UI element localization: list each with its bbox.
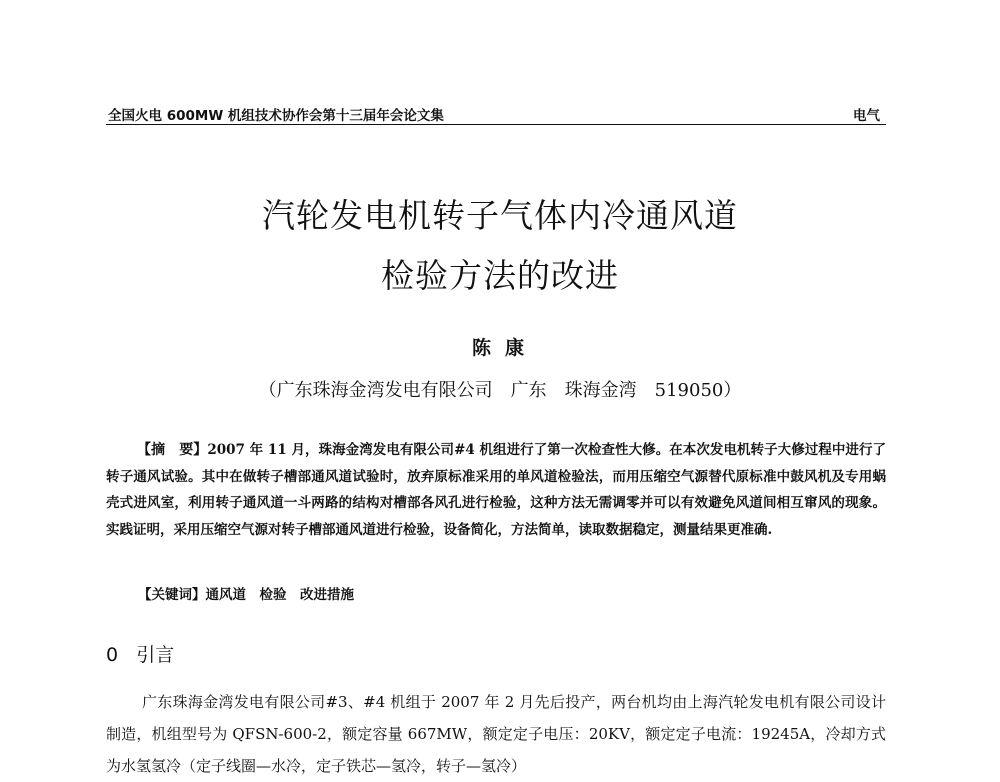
section-title: 引言 (136, 644, 175, 666)
paper-title-line-2: 检验方法的改进 (381, 256, 619, 295)
author-name: 陈康 (471, 337, 538, 359)
keywords-text: 通风道 检验 改进措施 (205, 587, 354, 603)
section-heading-introduction (106, 640, 174, 667)
keywords-label: 【关键词】 (138, 587, 206, 603)
abstract-text: 2007 年 11 月，珠海金湾发电有限公司#4 机组进行了第一次检查性大修。在本次发电机转子大修过程中进行了转子通风试验。其中在做转子槽部通风道试验时，放弃原标准采用的单风道检验法，而用压缩空气源替代原标准中鼓风机及专用蜗壳式进风室，利用转子通风道一斗两路的结构对槽部各风孔进行检验，这种方法无需调零并可以有效避免风道间相互窜风的现象。实践证明，采用压缩空气源对转子槽部通风道进行检验，设备简化，方法简单，读取数据稳定，测量结果更准确. (106, 442, 887, 538)
introduction-paragraph: 广东珠海金湾发电有限公司#3、#4 机组于 2007 年 2 月先后投产，两台机均由上海汽轮发电机有限公司设计制造，机组型号为 QFSN-600-2，额定容量 667MW，额定定子电压：20KV，额定定子电流：19245A，冷却方式为水氢氢冷（定子线圈—水冷，定子铁芯—氢冷，转子—氢冷） (106, 693, 886, 775)
header-section-label: 电气 (853, 108, 880, 124)
abstract-label: 【摘 要】 (137, 442, 208, 458)
keywords (138, 583, 354, 603)
author-affiliation: （广东珠海金湾发电有限公司 广东 珠海金湾 519050） (258, 380, 742, 401)
running-header (106, 100, 886, 125)
paper-title-line-1: 汽轮发电机转子气体内冷通风道 (262, 196, 738, 235)
abstract (106, 437, 886, 543)
section-number: 0 (106, 644, 119, 666)
header-proceedings-title: 全国火电 600MW 机组技术协作会第十三届年会论文集 (108, 108, 444, 124)
